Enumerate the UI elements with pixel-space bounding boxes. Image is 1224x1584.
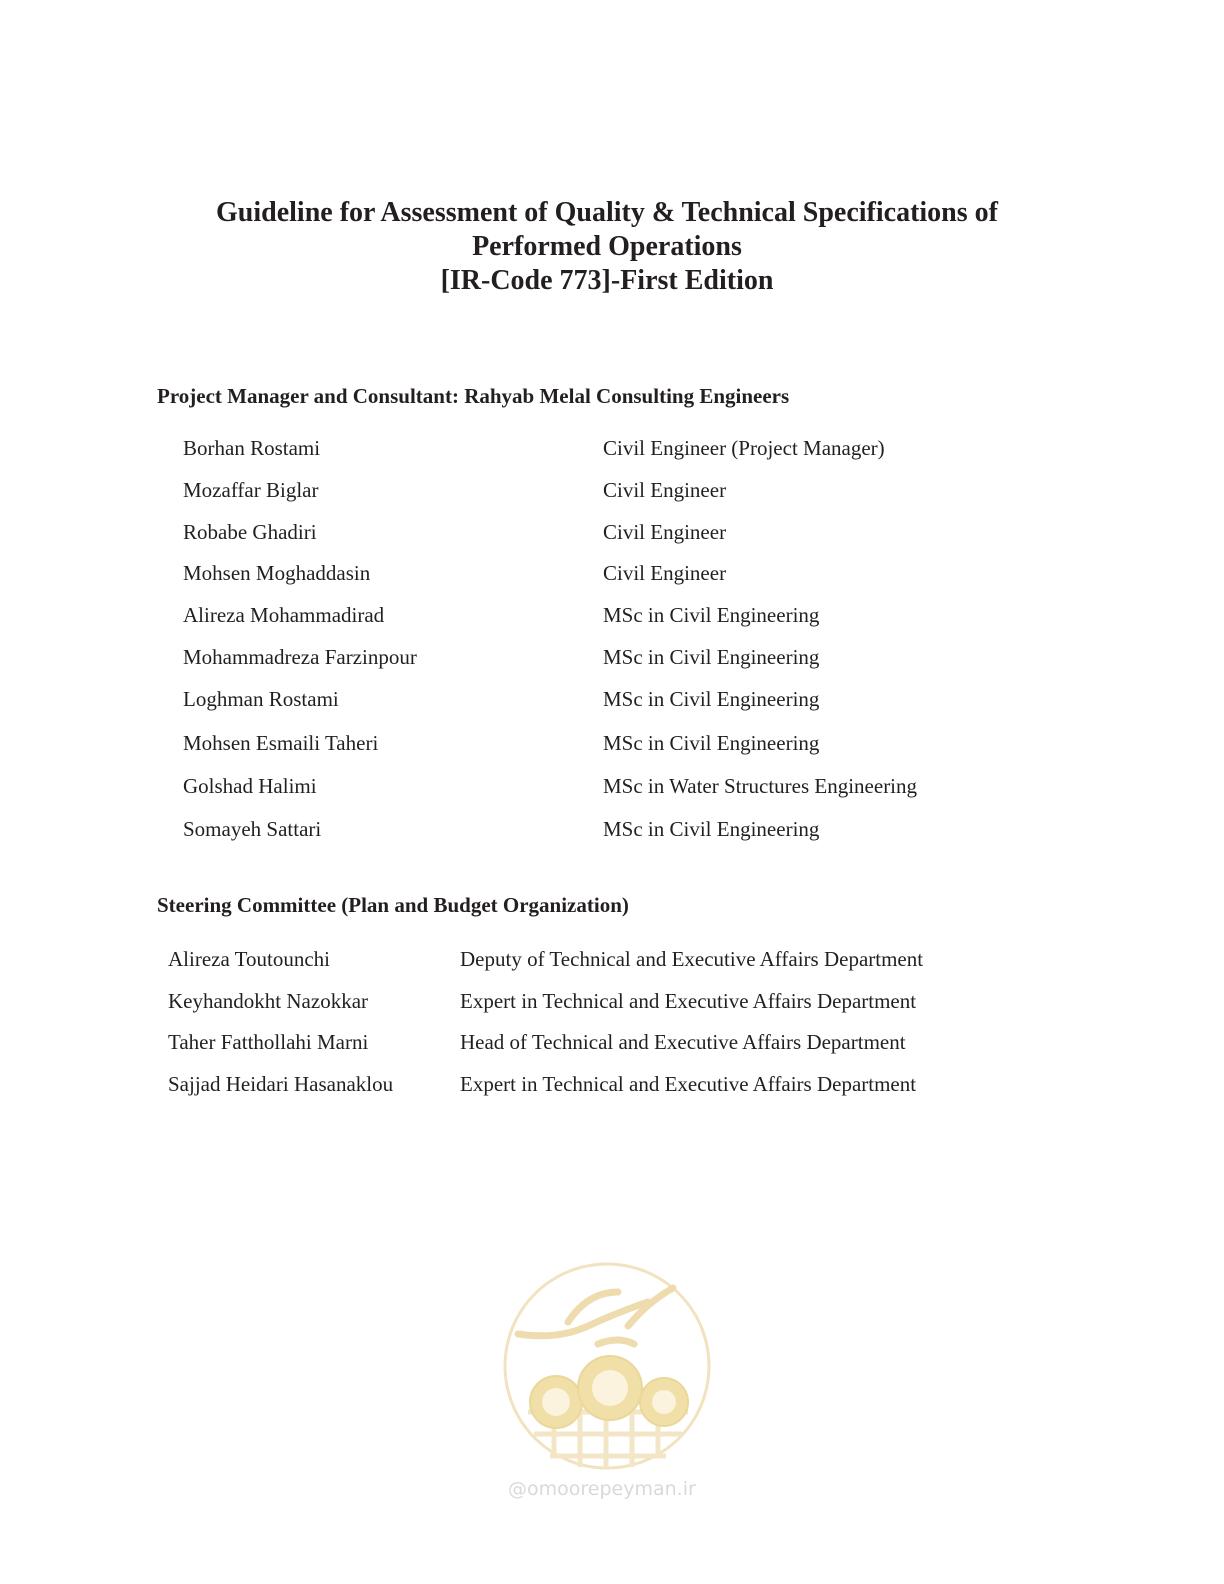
document-title <box>0 196 1214 298</box>
watermark-logo-icon <box>498 1262 716 1504</box>
member-role: Head of Technical and Executive Affairs Department <box>460 1030 906 1054</box>
member-name: Keyhandokht Nazokkar <box>168 989 369 1013</box>
list-item <box>0 1072 1224 1102</box>
member-role: MSc in Civil Engineering <box>603 687 820 711</box>
member-role: MSc in Water Structures Engineering <box>603 774 918 798</box>
list-item <box>0 645 1224 675</box>
title-line-1: Guideline for Assessment of Quality & Technical Specifications of <box>216 197 998 228</box>
list-item <box>0 687 1224 717</box>
list-item <box>0 561 1224 591</box>
list-item <box>0 731 1224 761</box>
project-manager-heading: Project Manager and Consultant: Rahyab Melal Consulting Engineers <box>157 384 790 408</box>
member-name: Robabe Ghadiri <box>183 520 317 544</box>
member-name: Mohsen Esmaili Taheri <box>183 731 379 755</box>
member-role: Expert in Technical and Executive Affairs Department <box>460 989 917 1013</box>
member-role: MSc in Civil Engineering <box>603 603 820 627</box>
list-item <box>0 1030 1224 1060</box>
title-line-2: Performed Operations <box>472 231 742 262</box>
list-item <box>0 817 1224 847</box>
member-role: Expert in Technical and Executive Affairs Department <box>460 1072 917 1096</box>
list-item <box>0 436 1224 466</box>
member-role: Civil Engineer <box>603 478 727 502</box>
member-role: MSc in Civil Engineering <box>603 817 820 841</box>
list-item <box>0 603 1224 633</box>
watermark-url: @omoorepeyman.ir <box>508 1478 696 1500</box>
member-role: Civil Engineer <box>603 520 727 544</box>
title-line-3: [IR-Code 773]-First Edition <box>440 265 774 296</box>
member-name: Golshad Halimi <box>183 774 317 798</box>
list-item <box>0 989 1224 1019</box>
member-name: Somayeh Sattari <box>183 817 322 841</box>
member-name: Borhan Rostami <box>183 436 321 460</box>
member-role: Civil Engineer <box>603 561 727 585</box>
member-name: Loghman Rostami <box>183 687 339 711</box>
member-name: Taher Fatthollahi Marni <box>168 1030 369 1054</box>
list-item <box>0 478 1224 508</box>
member-role: Deputy of Technical and Executive Affairs Department <box>460 947 924 971</box>
member-role: Civil Engineer (Project Manager) <box>603 436 885 460</box>
steering-committee-heading: Steering Committee (Plan and Budget Organization) <box>157 893 629 917</box>
list-item <box>0 520 1224 550</box>
member-name: Alireza Toutounchi <box>168 947 331 971</box>
member-role: MSc in Civil Engineering <box>603 645 820 669</box>
member-name: Sajjad Heidari Hasanaklou <box>168 1072 394 1096</box>
member-role: MSc in Civil Engineering <box>603 731 820 755</box>
list-item <box>0 947 1224 977</box>
member-name: Mohammadreza Farzinpour <box>183 645 417 669</box>
member-name: Mozaffar Biglar <box>183 478 319 502</box>
member-name: Alireza Mohammadirad <box>183 603 385 627</box>
member-name: Mohsen Moghaddasin <box>183 561 371 585</box>
list-item <box>0 774 1224 804</box>
